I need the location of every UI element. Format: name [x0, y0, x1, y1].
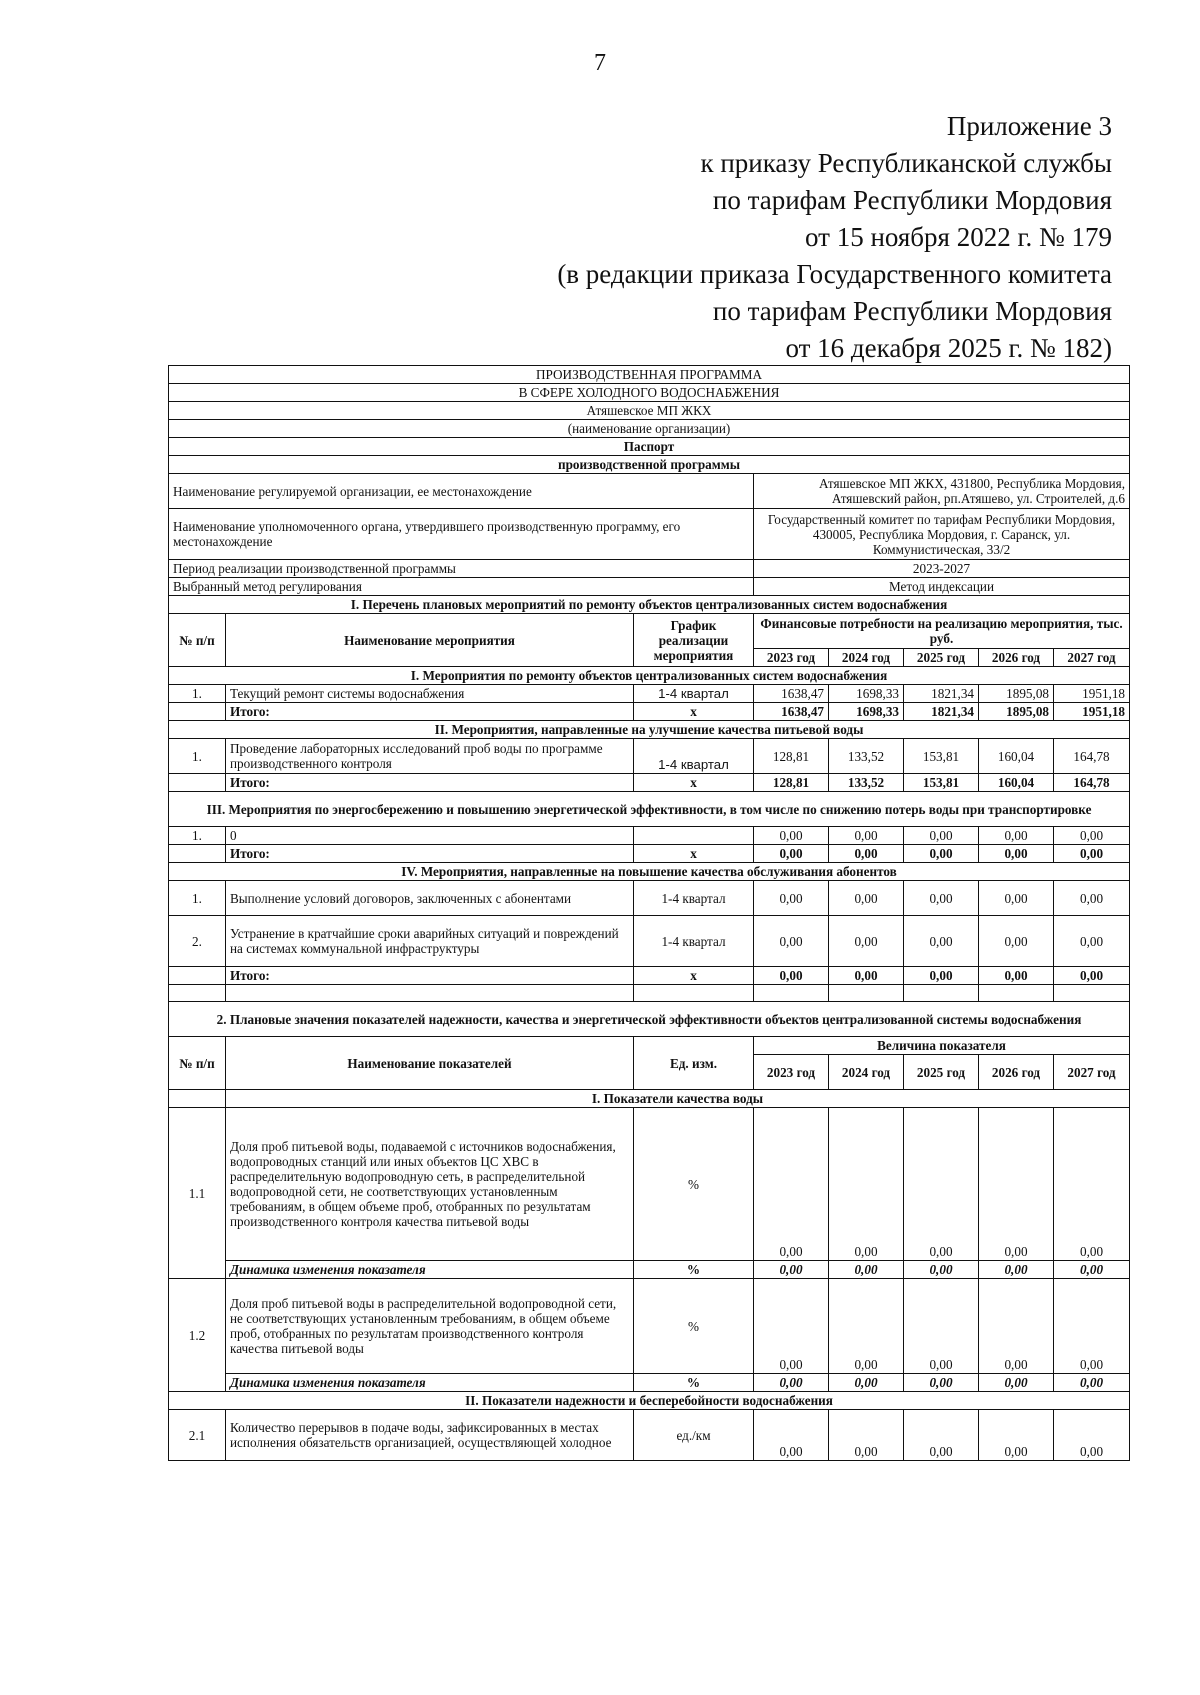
indicator-value: 0,00 [754, 1279, 829, 1374]
indicator-name: Количество перерывов в подаче воды, зафиксированных в местах исполнения обязательств организацией, осуществляющей холодное [226, 1410, 634, 1461]
dynamics-row [169, 1374, 1130, 1392]
total-value: 0,00 [754, 845, 829, 863]
section2-title: 2. Плановые значения показателей надежности, качества и энергетической эффективности объектов централизованной системы водоснабжения [169, 1002, 1130, 1037]
total-value: 128,81 [754, 774, 829, 792]
organization-name: Атяшевское МП ЖКХ [169, 402, 1130, 420]
header-line: по тарифам Республики Мордовия [712, 185, 1112, 215]
row-name: Проведение лабораторных исследований проб воды по программе производственного контроля [226, 739, 634, 774]
total-value: 164,78 [1054, 774, 1130, 792]
dynamics-value: 0,00 [1054, 1374, 1130, 1392]
row-value: 1951,18 [1054, 685, 1130, 703]
total-value: 1698,33 [829, 703, 904, 721]
indicator-row [169, 1108, 1130, 1261]
indicator-value: 0,00 [904, 1108, 979, 1261]
col-value-header: Величина показателя [754, 1037, 1130, 1055]
row-value: 1895,08 [979, 685, 1054, 703]
indicator-value: 0,00 [904, 1410, 979, 1461]
page-number: 7 [594, 50, 606, 76]
passport-title: Паспорт [169, 438, 1130, 456]
col-name-header: Наименование мероприятия [226, 614, 634, 667]
year-header: 2026 год [979, 649, 1054, 667]
row-schedule: 1-4 квартал [634, 916, 754, 967]
indicator-row [169, 1279, 1130, 1374]
row-schedule [634, 827, 754, 845]
total-label: Итого: [226, 967, 634, 985]
program-subtitle: В СФЕРЕ ХОЛОДНОГО ВОДОСНАБЖЕНИЯ [169, 384, 1130, 402]
dynamics-row [169, 1261, 1130, 1279]
dynamics-value: 0,00 [904, 1374, 979, 1392]
year-header: 2023 год [754, 649, 829, 667]
total-value: 1638,47 [754, 703, 829, 721]
row-name: Устранение в кратчайшие сроки аварийных ситуаций и повреждений на системах коммунальной инфраструктуры [226, 916, 634, 967]
row-value: 0,00 [979, 827, 1054, 845]
row-value: 0,00 [979, 916, 1054, 967]
total-value: 0,00 [754, 967, 829, 985]
row-value: 0,00 [1054, 881, 1130, 916]
indicator-value: 0,00 [979, 1108, 1054, 1261]
col-name-header: Наименование показателей [226, 1037, 634, 1090]
appendix-header [557, 108, 1112, 367]
col-unit-header: Ед. изм. [634, 1037, 754, 1090]
col-num-header: № п/п [169, 1037, 226, 1090]
col-finance-header: Финансовые потребности на реализацию мероприятия, тыс. руб. [754, 614, 1130, 649]
row-value: 0,00 [754, 916, 829, 967]
total-x: x [634, 774, 754, 792]
program-title: ПРОИЗВОДСТВЕННАЯ ПРОГРАММА [169, 366, 1130, 384]
indicator-value: 0,00 [979, 1410, 1054, 1461]
row-num: 1. [169, 739, 226, 774]
header-line: Приложение 3 [946, 111, 1112, 141]
year-header: 2026 год [979, 1055, 1054, 1090]
row-value: 0,00 [1054, 827, 1130, 845]
total-x: x [634, 703, 754, 721]
row-name: 0 [226, 827, 634, 845]
row-schedule: 1-4 квартал [634, 685, 754, 703]
row-schedule: 1-4 квартал [634, 881, 754, 916]
indicator-value: 0,00 [1054, 1108, 1130, 1261]
passport-label: Выбранный метод регулирования [169, 578, 754, 596]
row-value: 0,00 [979, 881, 1054, 916]
row-num: 2. [169, 916, 226, 967]
passport-value: Государственный комитет по тарифам Республики Мордовия, 430005, Республика Мордовия, г. Саранск, ул. Коммунистическая, 33/2 [754, 509, 1130, 560]
total-value: 0,00 [1054, 845, 1130, 863]
group-title: IV. Мероприятия, направленные на повышение качества обслуживания абонентов [169, 863, 1130, 881]
total-row [169, 703, 1130, 721]
row-value: 133,52 [829, 739, 904, 774]
passport-row [169, 509, 1130, 560]
indicator-num: 1.1 [169, 1108, 226, 1279]
passport-subtitle: производственной программы [169, 456, 1130, 474]
row-value: 128,81 [754, 739, 829, 774]
year-header: 2024 год [829, 1055, 904, 1090]
passport-value: 2023-2027 [754, 560, 1130, 578]
dynamics-value: 0,00 [829, 1261, 904, 1279]
total-value: 0,00 [904, 845, 979, 863]
group-title: I. Показатели качества воды [226, 1090, 1130, 1108]
total-row [169, 845, 1130, 863]
row-value: 0,00 [754, 881, 829, 916]
total-label: Итого: [226, 774, 634, 792]
row-value: 0,00 [754, 827, 829, 845]
total-value: 133,52 [829, 774, 904, 792]
indicator-row [169, 1410, 1130, 1461]
row-num: 1. [169, 881, 226, 916]
table-row [169, 881, 1130, 916]
dynamics-value: 0,00 [979, 1261, 1054, 1279]
section1-title: I. Перечень плановых мероприятий по ремонту объектов централизованных систем водоснабжения [169, 596, 1130, 614]
total-row [169, 967, 1130, 985]
dynamics-value: 0,00 [754, 1374, 829, 1392]
passport-row [169, 578, 1130, 596]
total-x: x [634, 967, 754, 985]
dynamics-value: 0,00 [904, 1261, 979, 1279]
col-schedule-header: График реализации мероприятия [634, 614, 754, 667]
year-header: 2025 год [904, 649, 979, 667]
indicator-value: 0,00 [1054, 1410, 1130, 1461]
passport-row [169, 474, 1130, 509]
row-value: 0,00 [904, 881, 979, 916]
row-schedule: 1-4 квартал [634, 739, 754, 774]
indicator-unit: % [634, 1108, 754, 1261]
header-line: от 16 декабря 2025 г. № 182) [785, 333, 1112, 363]
year-header: 2027 год [1054, 1055, 1130, 1090]
indicator-value: 0,00 [829, 1108, 904, 1261]
dynamics-value: 0,00 [754, 1261, 829, 1279]
passport-label: Наименование регулируемой организации, ее местонахождение [169, 474, 754, 509]
year-header: 2025 год [904, 1055, 979, 1090]
dynamics-label: Динамика изменения показателя [226, 1261, 634, 1279]
table-row [169, 739, 1130, 774]
row-value: 1821,34 [904, 685, 979, 703]
dynamics-value: 0,00 [829, 1374, 904, 1392]
year-header: 2024 год [829, 649, 904, 667]
indicator-num: 2.1 [169, 1410, 226, 1461]
total-label: Итого: [226, 703, 634, 721]
table-row [169, 685, 1130, 703]
year-header: 2027 год [1054, 649, 1130, 667]
table-row [169, 827, 1130, 845]
row-value: 1698,33 [829, 685, 904, 703]
group-title: I. Мероприятия по ремонту объектов централизованных систем водоснабжения [169, 667, 1130, 685]
passport-row [169, 560, 1130, 578]
indicator-name: Доля проб питьевой воды, подаваемой с источников водоснабжения, водопроводных станций или иных объектов ЦС ХВС в распределительную водопроводную сеть, в распределительной водопроводной сети, не соответствующих установленным требованиям, в общем объеме проб, отобранных по результатам производственного контроля качества питьевой воды [226, 1108, 634, 1261]
row-value: 0,00 [904, 827, 979, 845]
group-title: II. Мероприятия, направленные на улучшение качества питьевой воды [169, 721, 1130, 739]
row-value: 0,00 [1054, 916, 1130, 967]
organization-caption: (наименование организации) [169, 420, 1130, 438]
total-row [169, 774, 1130, 792]
total-value: 160,04 [979, 774, 1054, 792]
passport-label: Период реализации производственной программы [169, 560, 754, 578]
production-program-table [168, 365, 1130, 1461]
dynamics-unit: % [634, 1374, 754, 1392]
dynamics-value: 0,00 [1054, 1261, 1130, 1279]
total-value: 0,00 [979, 967, 1054, 985]
indicator-unit: % [634, 1279, 754, 1374]
row-value: 0,00 [829, 916, 904, 967]
indicator-value: 0,00 [754, 1108, 829, 1261]
indicator-unit: ед./км [634, 1410, 754, 1461]
indicator-value: 0,00 [829, 1279, 904, 1374]
header-line: по тарифам Республики Мордовия [712, 296, 1112, 326]
total-value: 1951,18 [1054, 703, 1130, 721]
total-value: 0,00 [979, 845, 1054, 863]
row-num: 1. [169, 827, 226, 845]
total-x: x [634, 845, 754, 863]
row-value: 160,04 [979, 739, 1054, 774]
passport-value: Метод индексации [754, 578, 1130, 596]
total-value: 153,81 [904, 774, 979, 792]
total-label: Итого: [226, 845, 634, 863]
header-line: от 15 ноября 2022 г. № 179 [805, 222, 1112, 252]
row-value: 164,78 [1054, 739, 1130, 774]
row-value: 1638,47 [754, 685, 829, 703]
indicator-value: 0,00 [1054, 1279, 1130, 1374]
year-header: 2023 год [754, 1055, 829, 1090]
header-line: (в редакции приказа Государственного комитета [557, 259, 1112, 289]
indicator-value: 0,00 [904, 1279, 979, 1374]
total-value: 0,00 [829, 845, 904, 863]
table-row [169, 916, 1130, 967]
group-title: II. Показатели надежности и бесперебойности водоснабжения [169, 1392, 1130, 1410]
indicator-value: 0,00 [754, 1410, 829, 1461]
passport-label: Наименование уполномоченного органа, утвердившего производственную программу, его местонахождение [169, 509, 754, 560]
dynamics-value: 0,00 [979, 1374, 1054, 1392]
dynamics-unit: % [634, 1261, 754, 1279]
row-value: 0,00 [904, 916, 979, 967]
total-value: 0,00 [904, 967, 979, 985]
row-name: Выполнение условий договоров, заключенных с абонентами [226, 881, 634, 916]
total-value: 0,00 [1054, 967, 1130, 985]
row-value: 0,00 [829, 881, 904, 916]
header-line: к приказу Республиканской службы [700, 148, 1112, 178]
indicator-name: Доля проб питьевой воды в распределительной водопроводной сети, не соответствующих установленным требованиям, в общем объеме проб, отобранных по результатам производственного контроля качества питьевой воды [226, 1279, 634, 1374]
indicator-value: 0,00 [829, 1410, 904, 1461]
indicator-value: 0,00 [979, 1279, 1054, 1374]
indicator-num: 1.2 [169, 1279, 226, 1392]
passport-value: Атяшевское МП ЖКХ, 431800, Республика Мордовия, Атяшевский район, рп.Атяшево, ул. Строителей, д.6 [754, 474, 1130, 509]
total-value: 0,00 [829, 967, 904, 985]
row-num: 1. [169, 685, 226, 703]
spacer-row [169, 985, 1130, 1002]
col-num-header: № п/п [169, 614, 226, 667]
row-value: 153,81 [904, 739, 979, 774]
total-value: 1895,08 [979, 703, 1054, 721]
row-value: 0,00 [829, 827, 904, 845]
row-name: Текущий ремонт системы водоснабжения [226, 685, 634, 703]
group-title: III. Мероприятия по энергосбережению и повышению энергетической эффективности, в том числе по снижению потерь воды при транспортировке [169, 792, 1130, 827]
dynamics-label: Динамика изменения показателя [226, 1374, 634, 1392]
total-value: 1821,34 [904, 703, 979, 721]
